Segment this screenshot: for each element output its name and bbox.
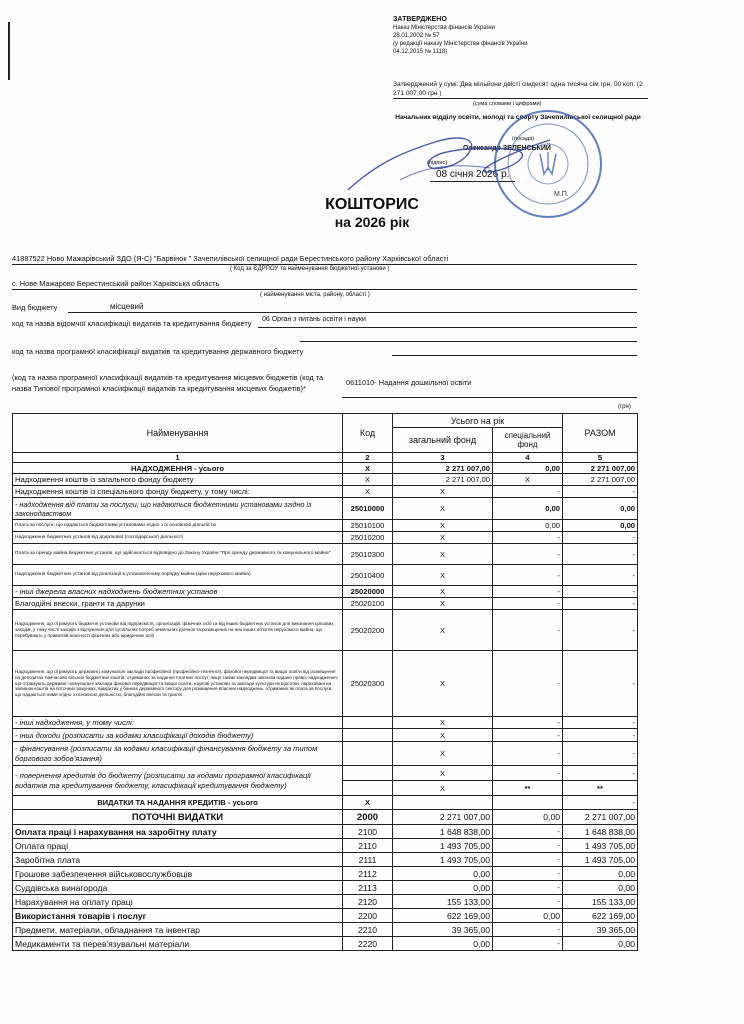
row-special: 0,00 <box>493 463 563 474</box>
row-total: - <box>563 742 638 766</box>
row-general: Х <box>393 651 493 717</box>
row-code: 2000 <box>343 810 393 825</box>
table-row <box>13 853 638 867</box>
row-name: - повернення кредитів до бюджету (розписати за кодами програмної класифікації видатків та кредитування бюджету, класифікації кредитування бюджету) <box>13 766 343 796</box>
table-row <box>13 881 638 895</box>
approval-line: (у редакції наказу Міністерства фінансів України <box>393 41 528 47</box>
row-code: Х <box>343 796 393 810</box>
row-special: - <box>493 825 563 839</box>
table-row <box>13 651 638 717</box>
row-name: - фінансування (розписати за кодами класифікації фінансування бюджету за типом боргового зобов'язання) <box>13 742 343 766</box>
row-code: 25010000 <box>343 498 393 520</box>
row-total: 0,00 <box>563 867 638 881</box>
row-name: Надходження бюджетних установ від реалізації в установленому порядку майна (крім нерухомого майна) <box>13 565 343 586</box>
row-name: - інші джерела власних надходжень бюджетних установ <box>13 586 343 598</box>
local-program-value: 0611010- Надання дошкільної освіти <box>346 378 472 387</box>
col-number: 5 <box>563 453 638 463</box>
row-special: - <box>493 923 563 937</box>
table-row <box>13 486 638 498</box>
row-code <box>343 742 393 766</box>
row-general: Х <box>393 486 493 498</box>
row-special: - <box>493 881 563 895</box>
row-general: Х <box>393 598 493 610</box>
row-name: Нарахування на оплату праці <box>13 895 343 909</box>
row-special: 0,00 <box>493 810 563 825</box>
row-general: 1 493 705,00 <box>393 839 493 853</box>
row-special: - <box>493 610 563 651</box>
row-special: - <box>493 486 563 498</box>
row-code: 2100 <box>343 825 393 839</box>
signature-caption: (підпис) <box>427 160 448 166</box>
row-name: Надходження, що отримують бюджетні установи від підприємств, організацій, фізичних осіб та від інших бюджетних установ для виконання цільових заходів, у тому числі заходів з відчуження для суспільних потреб земельних ділянок та розміщених на них інших об'єктів нерухомого майна, що перебувають у приватній власності фізичних або юридичних осіб <box>13 610 343 651</box>
header-total-year: Усього на рік <box>393 414 563 428</box>
row-general: 2 271 007,00 <box>393 474 493 486</box>
row-total: 0,00 <box>563 937 638 951</box>
row-total: - <box>563 796 638 810</box>
table-row <box>13 796 638 810</box>
row-name: Оплата праці і нарахування на заробітну плату <box>13 825 343 839</box>
row-name: НАДХОДЖЕННЯ - усього <box>13 463 343 474</box>
row-special: - <box>493 565 563 586</box>
table-row <box>13 825 638 839</box>
row-general: Х <box>393 565 493 586</box>
row-code: 25020300 <box>343 651 393 717</box>
row-total: 1 493 705,00 <box>563 839 638 853</box>
program-code-underline <box>392 355 637 356</box>
row-general: 622 169,00 <box>393 909 493 923</box>
table-row <box>13 544 638 565</box>
row-code: 2112 <box>343 867 393 881</box>
table-row <box>13 742 638 766</box>
row-total: - <box>563 598 638 610</box>
row-special: - <box>493 742 563 766</box>
table-row <box>13 610 638 651</box>
row-special: - <box>493 839 563 853</box>
row-special: - <box>493 853 563 867</box>
row-general: 1 493 705,00 <box>393 853 493 867</box>
row-code: 25020000 <box>343 586 393 598</box>
row-name: Суддівська винагорода <box>13 881 343 895</box>
row-code: 2210 <box>343 923 393 937</box>
budget-type-value: місцевий <box>110 302 144 311</box>
header-general-fund: загальний фонд <box>393 428 493 453</box>
document-title-block <box>0 196 744 230</box>
row-special: - <box>493 729 563 742</box>
row-total: - <box>563 486 638 498</box>
row-total: - <box>563 717 638 729</box>
approval-title: ЗАТВЕРДЖЕНО <box>393 16 447 23</box>
row-name: Благодійні внески, гранти та дарунки <box>13 598 343 610</box>
row-special: - <box>493 651 563 717</box>
row-total: 2 271 007,00 <box>563 463 638 474</box>
row-total: ** <box>563 781 638 796</box>
row-general: 1 648 838,00 <box>393 825 493 839</box>
estimate-table <box>12 413 638 951</box>
budget-type-underline <box>68 312 637 313</box>
approval-line: 04.12.2015 № 1118) <box>393 49 448 55</box>
row-special: - <box>493 867 563 881</box>
table-row <box>13 598 638 610</box>
col-number: 1 <box>13 453 343 463</box>
row-code <box>343 717 393 729</box>
dept-code-underline-2 <box>300 341 637 342</box>
row-general: 2 271 007,00 <box>393 810 493 825</box>
row-general: Х <box>393 532 493 544</box>
row-general: Х <box>393 717 493 729</box>
row-total: 622 169,00 <box>563 909 638 923</box>
position-text: Начальник відділу освіти, молоді та спорту Зачепилівської селищної ради <box>395 114 641 121</box>
col-number: 3 <box>393 453 493 463</box>
row-name: Надходження бюджетних установ від додаткової (господарської) діяльності <box>13 532 343 544</box>
row-code: 25020200 <box>343 610 393 651</box>
city-line: с. Нове Мажарово Берестинський район Харківська область <box>12 279 637 290</box>
binder-mark <box>8 22 10 80</box>
row-total: 0,00 <box>563 881 638 895</box>
row-name: - інші надходження, у тому числі: <box>13 717 343 729</box>
row-code: 2200 <box>343 909 393 923</box>
header-name: Найменування <box>13 414 343 453</box>
table-row <box>13 520 638 532</box>
row-general: Х <box>393 729 493 742</box>
dept-code-value: 06 Орган з питань освіти і науки <box>262 316 366 323</box>
header-code: Код <box>343 414 393 453</box>
row-general: Х <box>393 544 493 565</box>
table-row <box>13 565 638 586</box>
row-general: Х <box>393 520 493 532</box>
header-special-fund: спеціальний фонд <box>493 428 563 453</box>
row-special: - <box>493 532 563 544</box>
row-code: 2111 <box>343 853 393 867</box>
row-special: 0,00 <box>493 909 563 923</box>
row-general: Х <box>393 498 493 520</box>
row-general: Х <box>393 781 493 796</box>
row-general: Х <box>393 742 493 766</box>
row-name: Надходження коштів із загального фонду бюджету <box>13 474 343 486</box>
row-code: 25010400 <box>343 565 393 586</box>
dept-code-label: код та назва відомчої класифікації видатків та кредитування бюджету <box>12 319 252 328</box>
approved-sum-text: Затверджений у сумі: Два мільйони двісті сімдесят одна тисяча сім грн. 00 коп. (2 271 007,00 грн ) <box>393 80 648 99</box>
handwritten-signature <box>340 120 560 200</box>
row-general: 0,00 <box>393 937 493 951</box>
table-row <box>13 909 638 923</box>
row-general <box>393 796 493 810</box>
row-total: 1 648 838,00 <box>563 825 638 839</box>
institution-caption: ( Код за ЄДРПОУ та найменування бюджетної установи ) <box>230 266 390 272</box>
row-code <box>343 729 393 742</box>
table-row <box>13 717 638 729</box>
approval-block <box>393 16 648 56</box>
table-row <box>13 729 638 742</box>
table-row <box>13 923 638 937</box>
row-special: ** <box>493 781 563 796</box>
row-code: 2120 <box>343 895 393 909</box>
institution-line: 41887522 Ново Мажарівський ЗДО (Я-С) "Барвінок " Зачепилівської селищної ради Берестинського району Харківської області <box>12 254 637 265</box>
row-special: - <box>493 717 563 729</box>
local-program-underline <box>342 397 637 398</box>
row-total: - <box>563 651 638 717</box>
table-row <box>13 839 638 853</box>
row-name: Грошове забезпечення військовослужбовців <box>13 867 343 881</box>
table-row <box>13 867 638 881</box>
approved-sum <box>393 80 648 99</box>
row-total: - <box>563 565 638 586</box>
row-special: Х <box>493 474 563 486</box>
sum-caption: (сума словами і цифрами) <box>473 101 542 107</box>
row-total: - <box>563 586 638 598</box>
approval-line: Наказ Міністерства фінансів України <box>393 25 495 31</box>
row-code: Х <box>343 463 393 474</box>
row-code: Х <box>343 474 393 486</box>
row-total: 1 493 705,00 <box>563 853 638 867</box>
row-general: Х <box>393 766 493 781</box>
row-special: - <box>493 766 563 781</box>
col-number: 4 <box>493 453 563 463</box>
table-row <box>13 498 638 520</box>
row-name: Плата за оренду майна бюджетних установ, що здійснюється відповідно до Закону України "Про оренду державного та комунального майна" <box>13 544 343 565</box>
row-general: 0,00 <box>393 867 493 881</box>
row-special <box>493 796 563 810</box>
row-code: 2110 <box>343 839 393 853</box>
seal-mp-text: М.П. <box>554 191 569 198</box>
col-number: 2 <box>343 453 393 463</box>
row-special: - <box>493 544 563 565</box>
row-name: ВИДАТКИ ТА НАДАННЯ КРЕДИТІВ - усього <box>13 796 343 810</box>
table-row <box>13 463 638 474</box>
table-row <box>13 474 638 486</box>
row-name: Надходження коштів із спеціального фонду бюджету, у тому числі: <box>13 486 343 498</box>
document-subtitle: на 2026 рік <box>334 214 410 230</box>
row-total: 0,00 <box>563 520 638 532</box>
row-total: - <box>563 544 638 565</box>
row-general: Х <box>393 586 493 598</box>
table-row <box>13 895 638 909</box>
approval-line: 28.01.2002 № 57 <box>393 33 440 39</box>
row-code: 25010300 <box>343 544 393 565</box>
row-code: Х <box>343 486 393 498</box>
row-special: - <box>493 598 563 610</box>
row-code: 25020100 <box>343 598 393 610</box>
table-row <box>13 586 638 598</box>
city-caption: ( найменування міста, району, області ) <box>260 292 370 298</box>
row-special: - <box>493 937 563 951</box>
signer-name: Олександр ЗЕЛЕНСЬКИЙ <box>463 145 551 152</box>
program-code-label: код та назва програмної класифікації видатків та кредитування державного бюджету <box>12 347 304 356</box>
row-total: 155 133,00 <box>563 895 638 909</box>
row-special: 0,00 <box>493 520 563 532</box>
row-total: - <box>563 766 638 781</box>
row-name: Надходження, що отримують державні і комунальні заклади професійної (професійно-технічної), фахової передвищої та вищої освіти від розміщення на депозитах тимчасово вільних бюджетних коштів, отриманих за надання платних послуг, якщо таким закладам законом надано право, надходження, що отримують державні і комунальні заклади фахової передвищої та вищої освіти, наукові установи та заклади культури як відсотки, нараховані на залишок коштів на поточних рахунках, відкритих у банках державного сектору для розміщення власних надходжень, отриманих як плата за послуги, що надаються ними згідно з основною діяльністю, благодійні внески та гранти <box>13 651 343 717</box>
header-sum: РАЗОМ <box>563 414 638 453</box>
row-code: 25010200 <box>343 532 393 544</box>
row-general: Х <box>393 610 493 651</box>
approval-date: 08 січня 2026 р. <box>430 169 515 182</box>
row-code <box>343 766 393 781</box>
row-total: 39 365,00 <box>563 923 638 937</box>
row-name: ПОТОЧНІ ВИДАТКИ <box>13 810 343 825</box>
table-row <box>13 937 638 951</box>
row-code: 2220 <box>343 937 393 951</box>
row-code <box>343 781 393 796</box>
row-total: 0,00 <box>563 498 638 520</box>
row-general: 155 133,00 <box>393 895 493 909</box>
position-caption: (посада) <box>512 136 535 142</box>
row-name: Заробітна плата <box>13 853 343 867</box>
row-total: - <box>563 532 638 544</box>
local-program-label: (код та назва програмної класифікації видатків та кредитування місцевих бюджетів (код та назва Типової програмної класифікації видатків та кредитування місцевих бюджетів)* <box>12 373 324 393</box>
row-code: 2113 <box>343 881 393 895</box>
row-code: 25010100 <box>343 520 393 532</box>
row-total: - <box>563 729 638 742</box>
row-total: - <box>563 610 638 651</box>
row-special: - <box>493 586 563 598</box>
table-row <box>13 532 638 544</box>
row-name: - надходження від плати за послуги, що надаються бюджетними установами згідно із законодавством <box>13 498 343 520</box>
row-name: Медикаменти та перев'язувальні матеріали <box>13 937 343 951</box>
dept-code-underline <box>258 327 637 328</box>
row-name: Оплата праці <box>13 839 343 853</box>
row-name: - інші доходи (розписати за кодами класифікації доходів бюджету) <box>13 729 343 742</box>
row-total: 2 271 007,00 <box>563 474 638 486</box>
table-row <box>13 810 638 825</box>
units-label: (грн) <box>618 404 631 410</box>
document-title: КОШТОРИС <box>325 196 419 213</box>
row-name: Предмети, матеріали, обладнання та інвентар <box>13 923 343 937</box>
row-special: - <box>493 895 563 909</box>
row-general: 39 365,00 <box>393 923 493 937</box>
row-name: Використання товарів і послуг <box>13 909 343 923</box>
row-name: Плата за послуги, що надаються бюджетними установами згідно з їх основною діяльністю <box>13 520 343 532</box>
budget-type-label: Вид бюджету <box>12 303 58 312</box>
row-special: 0,00 <box>493 498 563 520</box>
table-row <box>13 766 638 781</box>
row-general: 2 271 007,00 <box>393 463 493 474</box>
row-general: 0,00 <box>393 881 493 895</box>
row-total: 2 271 007,00 <box>563 810 638 825</box>
